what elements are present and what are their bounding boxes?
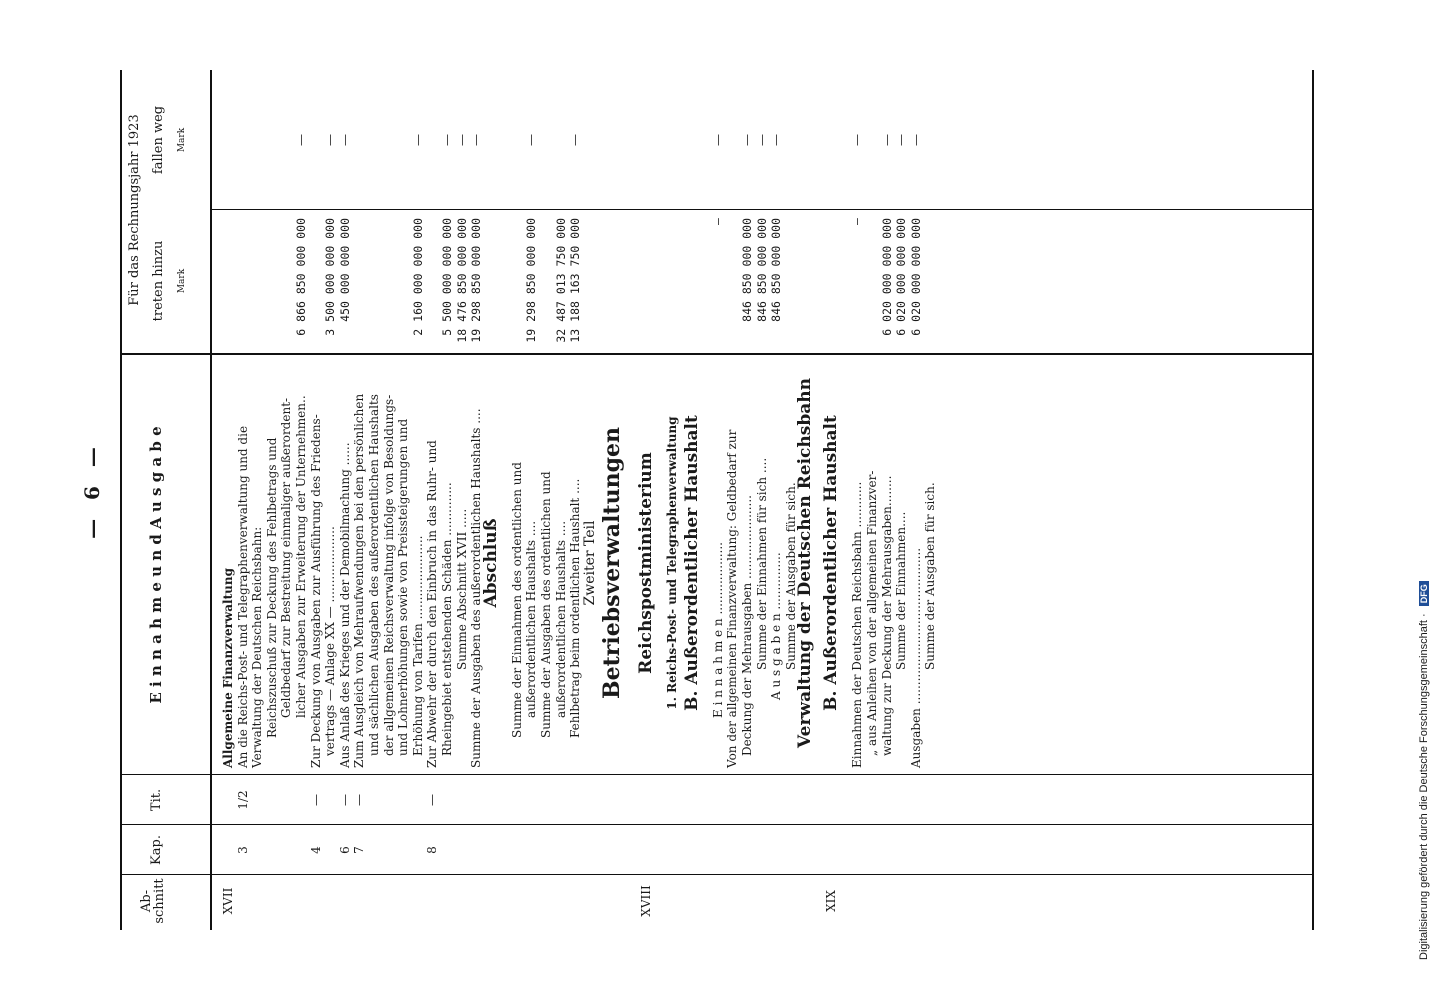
col-line-hinzu bbox=[210, 209, 1314, 210]
row-hinzu: 19 298 850 000 000 bbox=[469, 218, 484, 343]
row-text: Verwaltung der Deutschen Reichsbahn: bbox=[250, 526, 265, 768]
row-text: licher Ausgaben zur Erweiterung der Unternehmen.. bbox=[294, 395, 308, 718]
row-text: B. Außerordentlicher Haushalt bbox=[821, 415, 842, 711]
row-text: Reichszuschuß zur Deckung des Fehlbetrags und bbox=[264, 437, 279, 738]
row-weg: — bbox=[908, 134, 923, 146]
row-kap: 6 bbox=[337, 846, 352, 854]
row-weg: — bbox=[294, 134, 308, 146]
row-weg: — bbox=[454, 134, 469, 146]
row-tit: — bbox=[352, 794, 367, 806]
row-hinzu: 5 500 000 000 000 bbox=[440, 218, 454, 336]
row-hinzu: 6 866 850 000 000 bbox=[294, 218, 308, 336]
row-text: Aus Anlaß des Krieges und der Demobilmachung ...... bbox=[337, 442, 352, 768]
row-text: vertrags — Anlage XX — .................... bbox=[323, 526, 338, 756]
row-weg: — bbox=[440, 134, 454, 146]
row-text: Summe der Einnahmen für sich .... bbox=[754, 457, 769, 670]
row-weg: — bbox=[850, 134, 865, 146]
header-mark-weg: Mark bbox=[177, 127, 187, 153]
row-tit: — bbox=[337, 794, 352, 806]
row-text: Ausgaben ......................................... bbox=[908, 547, 923, 768]
header-hinzu-title: Für das Rechnungsjahr 1923 bbox=[127, 114, 142, 306]
row-text: An die Reichs-Post- und Telegraphenverwaltung und die bbox=[235, 425, 250, 768]
col-line-einnahme bbox=[120, 353, 1314, 355]
row-text: Deckung der Mehrausgaben ...................... bbox=[740, 495, 754, 756]
table-top-line bbox=[120, 70, 122, 930]
row-abschnitt: XVIII bbox=[638, 885, 653, 917]
row-text: Summe der Ausgaben für sich. bbox=[783, 482, 798, 670]
header-weg: fallen weg bbox=[151, 105, 166, 175]
row-text: Summe der Ausgaben für sich. bbox=[923, 482, 938, 670]
side-note bbox=[1418, 581, 1430, 960]
col-line-kap bbox=[120, 824, 1314, 825]
header-bottom-line bbox=[210, 70, 212, 930]
row-text: Summe der Ausgaben des ordentlichen und bbox=[539, 471, 553, 738]
row-tit: — bbox=[425, 794, 440, 806]
row-text: Zur Abwehr der durch den Einbruch in das Ruhr- und bbox=[425, 440, 440, 768]
row-weg: — bbox=[754, 134, 769, 146]
row-hinzu: 18 476 850 000 000 bbox=[454, 218, 469, 343]
row-text: Verwaltung der Deutschen Reichsbahn bbox=[795, 378, 816, 748]
side-note-text: Digitalisierung gefördert durch die Deutsche Forschungsgemeinschaft · bbox=[1418, 613, 1430, 960]
row-text: 1. Reichs-Post- und Telegraphenverwaltung bbox=[664, 416, 679, 710]
row-text: Summe der Ausgaben des außerordentlichen Haushalts .... bbox=[469, 408, 484, 768]
row-hinzu: 19 298 850 000 000 bbox=[524, 218, 539, 343]
header-einnahme: E i n n a h m e u n d A u s g a b e bbox=[147, 426, 165, 704]
row-text: A u s g a b e n ............... bbox=[769, 552, 784, 700]
row-text: Geldbedarf zur Bestreitung einmaliger außerordent- bbox=[279, 397, 294, 718]
row-hinzu: 6 020 000 000 000 bbox=[908, 218, 923, 336]
row-hinzu: 6 020 000 000 000 bbox=[894, 218, 909, 336]
header-kap: Kap. bbox=[149, 835, 164, 865]
row-kap: 4 bbox=[308, 846, 323, 854]
row-hinzu: 13 188 163 750 000 bbox=[568, 218, 583, 343]
row-hinzu: 450 000 000 000 bbox=[337, 218, 352, 322]
row-text: Einnahmen der Deutschen Reichsbahn ............ bbox=[850, 481, 865, 768]
row-abschnitt: XVII bbox=[221, 887, 235, 915]
row-text: Rheingebiet entstehenden Schäden .............. bbox=[440, 482, 454, 756]
row-hinzu: — bbox=[850, 218, 865, 225]
row-text: Reichspostministerium bbox=[635, 452, 656, 674]
row-hinzu: 846 850 000 000 bbox=[740, 218, 754, 322]
row-text: Zur Deckung von Ausgaben zur Ausführung des Friedens- bbox=[308, 414, 323, 768]
row-text: „ aus Anleihen von der allgemeinen Finanzver- bbox=[865, 470, 879, 756]
row-hinzu: 32 487 013 750 000 bbox=[553, 218, 568, 343]
row-hinzu: — bbox=[710, 218, 725, 225]
row-hinzu: 846 850 000 000 bbox=[769, 218, 784, 322]
row-weg: — bbox=[568, 134, 583, 146]
row-weg: — bbox=[879, 134, 894, 146]
row-text: Summe der Einnahmen.... bbox=[894, 511, 909, 670]
row-kap: 8 bbox=[425, 846, 440, 854]
header-tit: Tit. bbox=[149, 788, 164, 812]
row-text: E i n n a h m e n ................... bbox=[710, 542, 725, 718]
page-number: — 6 — bbox=[80, 441, 104, 539]
row-abschnitt: XIX bbox=[824, 890, 839, 912]
dfg-logo: DFG bbox=[1419, 581, 1429, 606]
row-weg: — bbox=[524, 134, 539, 146]
header-mark-hinzu: Mark bbox=[177, 268, 187, 294]
row-text: B. Außerordentlicher Haushalt bbox=[681, 415, 702, 711]
header-hinzu: treten hinzu bbox=[151, 240, 166, 322]
row-text: Erhöhung von Tarifen ...................... bbox=[410, 535, 425, 756]
row-text: Zum Ausgleich von Mehraufwendungen bei den persönlichen bbox=[352, 393, 367, 768]
row-text: Fehlbetrag beim ordentlichen Haushalt .... bbox=[568, 478, 583, 738]
row-tit: 1/2 bbox=[235, 790, 250, 810]
row-text: Summe Abschnitt XVII ..... bbox=[454, 508, 469, 670]
col-line-tit bbox=[120, 774, 1314, 775]
table-bottom-line bbox=[1312, 70, 1314, 930]
row-weg: — bbox=[769, 134, 784, 146]
row-text: außerordentlichen Haushalts .... bbox=[524, 520, 539, 718]
row-text: Abschluß bbox=[480, 518, 501, 608]
row-kap: 3 bbox=[235, 846, 250, 854]
row-hinzu: 3 500 000 000 000 bbox=[323, 218, 338, 336]
row-tit: — bbox=[308, 794, 323, 806]
header-abschnitt: Ab- schnitt bbox=[139, 878, 167, 924]
row-kap: 7 bbox=[352, 846, 367, 854]
row-text: Betriebsverwaltungen bbox=[598, 427, 625, 699]
row-weg: — bbox=[894, 134, 909, 146]
row-hinzu: 846 850 000 000 bbox=[754, 218, 769, 322]
row-text: Zweiter Teil bbox=[581, 520, 598, 606]
col-line-abschnitt bbox=[120, 874, 1314, 875]
row-hinzu: 2 160 000 000 000 bbox=[410, 218, 425, 336]
row-text: außerordentlichen Haushalts .... bbox=[553, 520, 568, 718]
row-hinzu: 6 020 000 000 000 bbox=[879, 218, 894, 336]
row-weg: — bbox=[740, 134, 754, 146]
row-text: Allgemeine Finanzverwaltung bbox=[221, 568, 235, 768]
row-text: Von der allgemeinen Finanzverwaltung: Geldbedarf zur bbox=[725, 429, 740, 768]
row-text: und sächlichen Ausgaben des außerordentlichen Haushalts bbox=[367, 394, 381, 756]
row-weg: — bbox=[323, 134, 338, 146]
row-weg: — bbox=[410, 134, 425, 146]
row-text: und Lohnerhöhungen sowie von Preissteigerungen und bbox=[396, 418, 411, 756]
row-weg: — bbox=[710, 134, 725, 146]
row-text: der allgemeinen Reichsverwaltung infolge von Besoldungs- bbox=[381, 394, 396, 756]
row-text: Summe der Einnahmen des ordentlichen und bbox=[509, 462, 524, 738]
row-weg: — bbox=[337, 134, 352, 146]
row-text: waltung zur Deckung der Mehrausgaben........ bbox=[879, 475, 894, 756]
row-weg: — bbox=[469, 134, 484, 146]
